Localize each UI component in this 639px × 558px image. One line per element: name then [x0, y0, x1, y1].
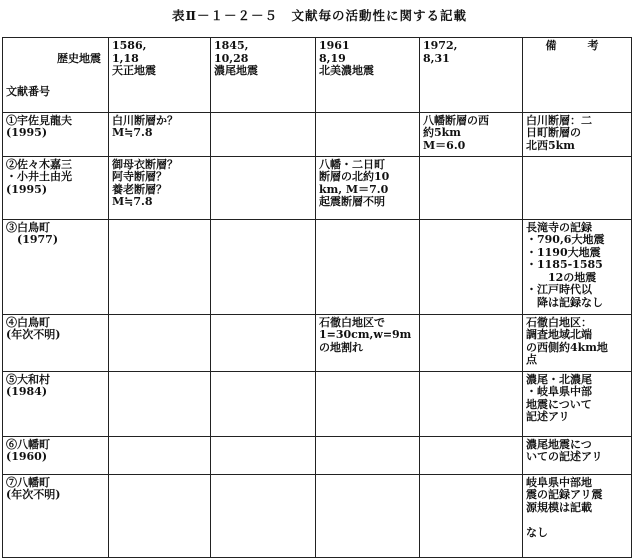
- table-cell: [211, 219, 316, 314]
- header-corner-cell: [3, 38, 109, 113]
- table-row: [3, 156, 632, 219]
- table-cell: [211, 436, 316, 474]
- remarks-cell: [523, 156, 632, 219]
- table-cell: [316, 112, 420, 156]
- table-cell: [211, 474, 316, 557]
- header-row: [3, 38, 632, 113]
- table-cell: [109, 314, 211, 371]
- remarks-cell: 濃尾地震につ いての記述アリ: [523, 436, 632, 474]
- table-cell: 石徹白地区で 1=30cm,w=9m の地割れ: [316, 314, 420, 371]
- table-cell: [211, 112, 316, 156]
- header-remarks: 備 考: [523, 38, 632, 113]
- table-cell: 八幡・二日町 断層の北約10 km, M＝7.0 起震断層不明: [316, 156, 420, 219]
- table-row: [3, 436, 632, 474]
- remarks-cell: 岐阜県中部地 震の記録アリ震 源規模は記載 なし: [523, 474, 632, 557]
- table-cell: [420, 474, 523, 557]
- table-cell: [211, 314, 316, 371]
- header-quake-1845: 1845, 10,28 濃尾地震: [211, 38, 316, 113]
- table-cell: [316, 219, 420, 314]
- header-source-number-label: 文献番号: [6, 84, 50, 98]
- table-row: [3, 314, 632, 371]
- table-row: [3, 474, 632, 557]
- table-row: [3, 112, 632, 156]
- table-cell: [316, 436, 420, 474]
- source-cell: ⑥八幡町 (1960): [3, 436, 109, 474]
- table-cell: 八幡断層の西 約5km M＝6.0: [420, 112, 523, 156]
- table-row: [3, 371, 632, 436]
- remarks-cell: 濃尾・北濃尾 ・岐阜県中部 地震について 記述アリ: [523, 371, 632, 436]
- header-historical-quake-label: 歴史地震: [57, 51, 101, 65]
- remarks-cell: 長滝寺の記録 ・790,6大地震 ・1190大地震 ・1185-1585 12の地震 ・江戸時代以 降は記録なし: [523, 219, 632, 314]
- table-cell: [316, 474, 420, 557]
- table-cell: [109, 474, 211, 557]
- table-cell: 御母衣断層？ 阿寺断層？ 養老断層？ M≒7.8: [109, 156, 211, 219]
- source-cell: ②佐々木嘉三 ・小井土由光 (1995): [3, 156, 109, 219]
- source-cell: ①宇佐見龍夫 (1995): [3, 112, 109, 156]
- table-cell: [316, 371, 420, 436]
- table-cell: [420, 219, 523, 314]
- table-cell: 白川断層か？ M≒7.8: [109, 112, 211, 156]
- source-cell: ③白鳥町 (1977): [3, 219, 109, 314]
- remarks-cell: 白川断層：二 日町断層の 北西5km: [523, 112, 632, 156]
- table-cell: [109, 219, 211, 314]
- header-quake-1586: 1586, 1,18 天正地震: [109, 38, 211, 113]
- table-cell: [420, 436, 523, 474]
- table-cell: [420, 156, 523, 219]
- table-cell: [420, 371, 523, 436]
- source-cell: ⑦八幡町 (年次不明): [3, 474, 109, 557]
- table-title: 表Ⅱ－１－２－５ 文献毎の活動性に関する記載: [171, 8, 468, 23]
- table-cell: [109, 371, 211, 436]
- source-cell: ④白鳥町 (年次不明): [3, 314, 109, 371]
- table-cell: [109, 436, 211, 474]
- table-cell: [420, 314, 523, 371]
- source-cell: ⑤大和村 (1984): [3, 371, 109, 436]
- header-quake-1972: 1972, 8,31: [420, 38, 523, 113]
- table-row: [3, 219, 632, 314]
- table-cell: [211, 371, 316, 436]
- table-cell: [211, 156, 316, 219]
- activity-records-table: [2, 37, 632, 558]
- header-quake-1961: 1961 8,19 北美濃地震: [316, 38, 420, 113]
- remarks-cell: 石徹白地区： 調査地域北端 の西側約4km地 点: [523, 314, 632, 371]
